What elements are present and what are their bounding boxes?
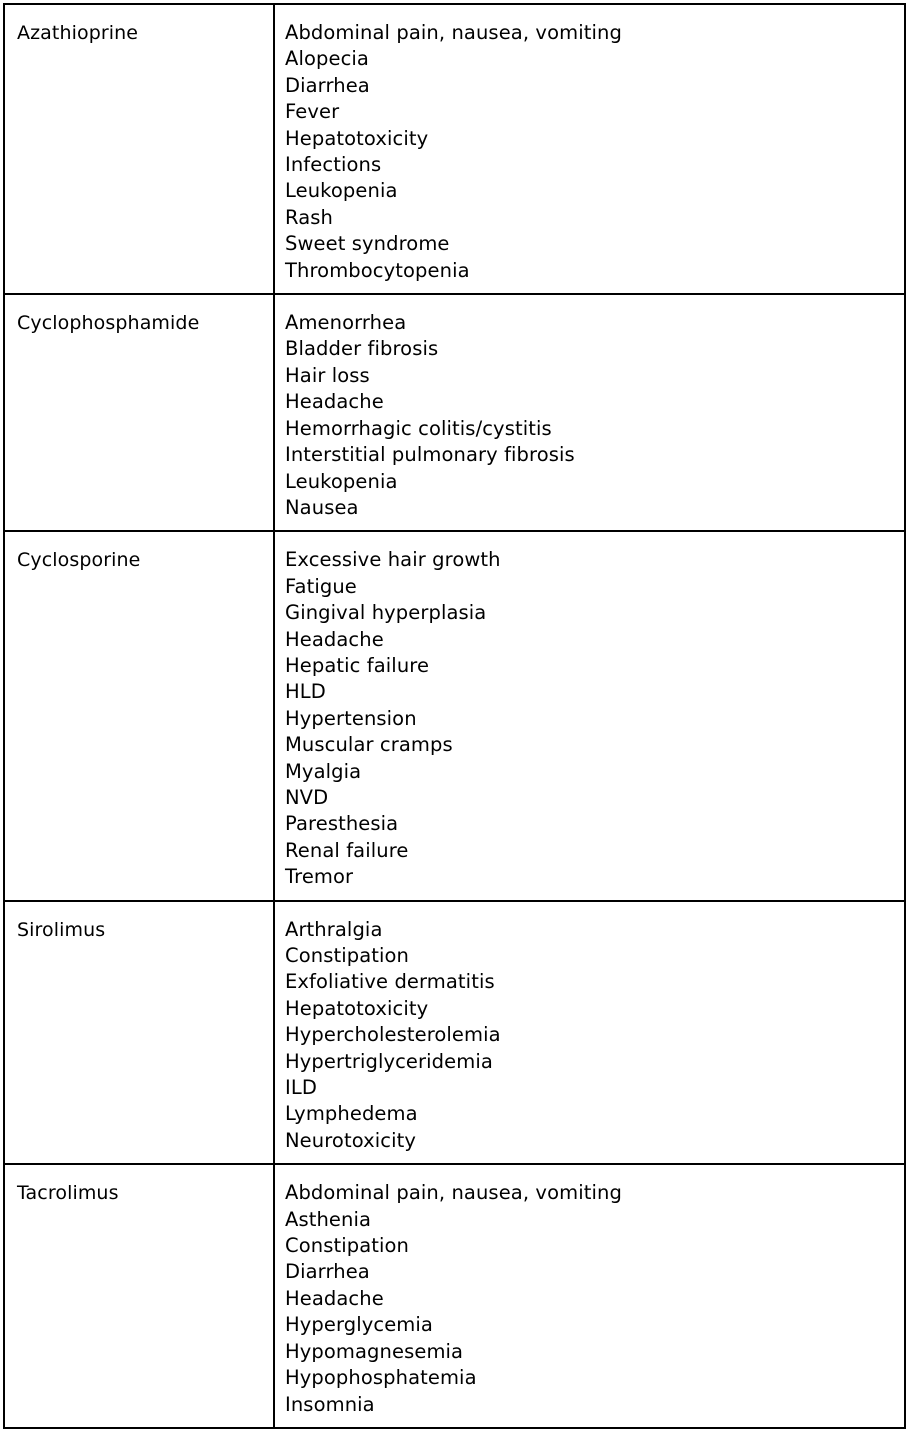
table-body xyxy=(4,4,905,1428)
side-effect: Neurotoxicity xyxy=(285,1128,417,1152)
side-effect: Hypertriglyceridemia xyxy=(285,1049,493,1073)
side-effect: Nausea xyxy=(285,495,359,519)
side-effect: Fatigue xyxy=(285,574,357,598)
side-effect-list xyxy=(275,5,904,293)
table-row xyxy=(4,4,905,294)
side-effect: Diarrhea xyxy=(285,73,370,97)
side-effect: Alopecia xyxy=(285,47,369,71)
side-effect: Abdominal pain, nausea, vomiting xyxy=(285,21,622,44)
drug-cell xyxy=(4,4,274,294)
side-effect: Excessive hair growth xyxy=(285,548,501,572)
side-effect: Hepatotoxicity xyxy=(285,996,429,1020)
side-effect: Hepatic failure xyxy=(285,653,430,677)
side-effects-cell xyxy=(274,4,905,294)
drug-cell xyxy=(4,901,274,1165)
side-effect: Interstitial pulmonary fibrosis xyxy=(285,443,575,467)
side-effects-cell xyxy=(274,531,905,900)
side-effect: Muscular cramps xyxy=(285,733,453,757)
side-effect: Hypertension xyxy=(285,706,417,730)
side-effect: Myalgia xyxy=(285,759,362,783)
side-effect: Hyperglycemia xyxy=(285,1313,433,1337)
side-effect: Hair loss xyxy=(285,363,370,387)
side-effect: Insomnia xyxy=(285,1392,375,1416)
side-effect-list xyxy=(275,902,904,1164)
side-effect: HLD xyxy=(285,680,326,704)
drug-cell xyxy=(4,531,274,900)
drug-name: Cyclophosphamide xyxy=(17,312,200,335)
side-effects-cell xyxy=(274,901,905,1165)
side-effect: Constipation xyxy=(285,1234,410,1258)
table-row xyxy=(4,531,905,900)
drug-cell xyxy=(4,294,274,531)
side-effect: ILD xyxy=(285,1076,317,1100)
side-effect: Headache xyxy=(285,627,384,651)
side-effect: Thrombocytopenia xyxy=(285,258,470,282)
side-effect: Rash xyxy=(285,205,333,229)
table-row xyxy=(4,294,905,531)
table-row xyxy=(4,901,905,1165)
side-effect: Headache xyxy=(285,1286,384,1310)
drug-name: Azathioprine xyxy=(17,22,139,44)
side-effects-cell xyxy=(274,1164,905,1428)
drug-name: Tacrolimus xyxy=(17,1182,119,1205)
side-effect: Arthralgia xyxy=(285,917,383,941)
side-effect: Hypomagnesemia xyxy=(285,1339,464,1363)
side-effect: Bladder fibrosis xyxy=(285,337,439,361)
drug-name: Sirolimus xyxy=(17,918,106,941)
side-effect: Diarrhea xyxy=(285,1260,370,1284)
drug-name: Cyclosporine xyxy=(17,549,141,572)
side-effect: NVD xyxy=(285,785,329,809)
side-effect: Constipation xyxy=(285,944,410,967)
side-effect-list xyxy=(275,532,904,899)
side-effect: Gingival hyperplasia xyxy=(285,601,487,625)
side-effect: Lymphedema xyxy=(285,1102,418,1126)
side-effect: Hemorrhagic colitis/cystitis xyxy=(285,416,552,440)
drug-cell xyxy=(4,1164,274,1428)
side-effect: Amenorrhea xyxy=(285,311,407,335)
side-effect: Leukopenia xyxy=(285,469,398,493)
side-effect: Infections xyxy=(285,153,382,177)
side-effects-cell xyxy=(274,294,905,531)
table-row xyxy=(4,1164,905,1428)
side-effect: Hypercholesterolemia xyxy=(285,1023,501,1047)
side-effect-list xyxy=(275,295,904,530)
side-effect: Fever xyxy=(285,100,340,124)
side-effect: Paresthesia xyxy=(285,812,399,836)
side-effect: Tremor xyxy=(285,865,354,889)
side-effect: Headache xyxy=(285,390,384,414)
side-effect: Abdominal pain, nausea, vomiting xyxy=(285,1181,622,1205)
side-effect: Asthenia xyxy=(285,1207,372,1231)
side-effects-table xyxy=(3,3,906,1429)
side-effect: Hypophosphatemia xyxy=(285,1366,477,1390)
side-effect: Exfoliative dermatitis xyxy=(285,970,495,994)
side-effect-list xyxy=(275,1165,904,1427)
side-effect: Hepatotoxicity xyxy=(285,126,429,150)
side-effect: Renal failure xyxy=(285,838,409,862)
side-effect: Leukopenia xyxy=(285,179,398,203)
side-effect: Sweet syndrome xyxy=(285,232,450,256)
